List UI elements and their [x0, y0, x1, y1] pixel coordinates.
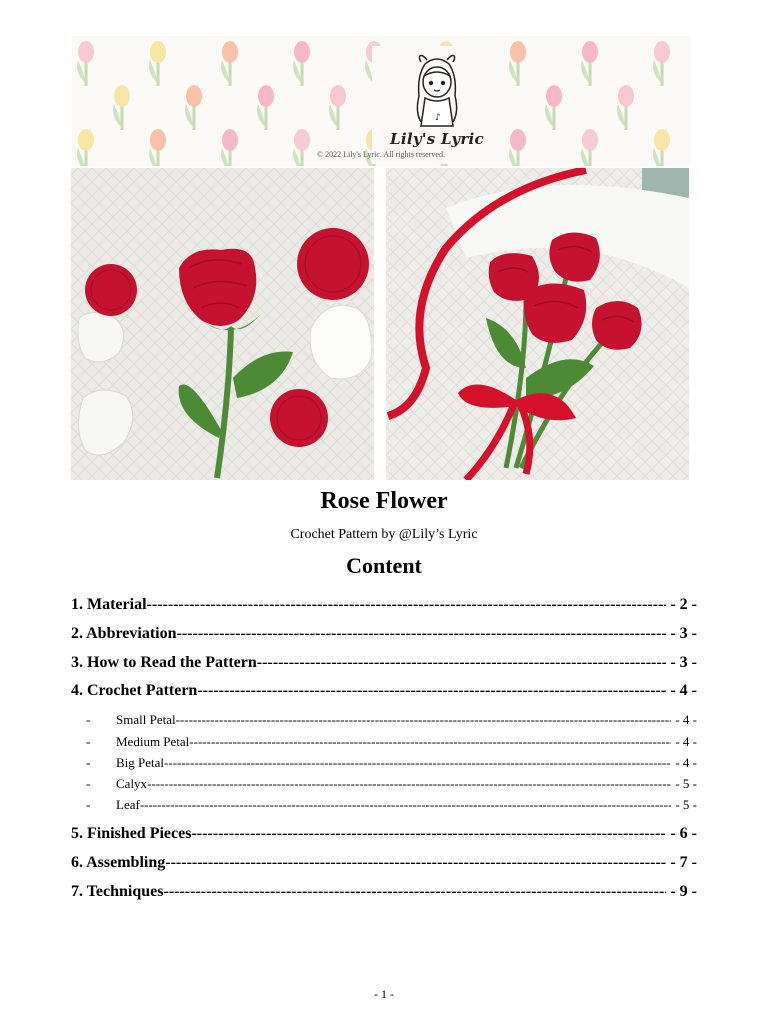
toc-bullet-dash: - [86, 776, 91, 791]
toc-entry-crochet-pattern[interactable] [71, 682, 697, 704]
toc-leader-dots [189, 734, 671, 750]
brand-logo [372, 46, 502, 164]
toc-subentry-calyx[interactable] [86, 776, 697, 794]
toc-page-number: - 6 - [670, 825, 697, 842]
tulip-decoration [149, 129, 166, 166]
tulip-decoration [509, 41, 526, 86]
toc-page-number: - 5 - [675, 797, 697, 812]
toc-subentry-big-petal[interactable] [86, 755, 697, 773]
tulip-decoration [329, 85, 346, 130]
toc-entry-label: Small Petal [116, 712, 176, 727]
tulip-decoration [77, 41, 94, 86]
toc-leader-dots [165, 854, 666, 872]
toc-entry-finished-pieces[interactable] [71, 825, 697, 847]
toc-entry-label: 1. Material [71, 596, 147, 613]
tulip-decoration [581, 41, 598, 86]
toc-entry-label: Big Petal [116, 755, 165, 770]
toc-page-number: - 4 - [675, 755, 697, 770]
toc-subentry-leaf[interactable] [86, 797, 697, 815]
tulip-decoration [113, 85, 130, 130]
toc-entry-label: Calyx [116, 776, 148, 791]
girl-mascot-icon [397, 46, 477, 128]
toc-entry-label: 6. Assembling [71, 854, 166, 871]
toc-page-number: - 3 - [670, 625, 697, 642]
toc-entry-abbreviation[interactable] [71, 625, 697, 647]
toc-leader-dots [197, 682, 666, 700]
document-subtitle: Crochet Pattern by @Lily’s Lyric [290, 527, 478, 542]
page-number-footer: - 1 - [374, 987, 394, 1001]
toc-bullet-dash: - [86, 797, 91, 812]
toc-leader-dots [176, 712, 672, 728]
header-banner [72, 36, 690, 166]
tulip-decoration [581, 129, 598, 166]
toc-entry-label: 4. Crochet Pattern [71, 682, 198, 699]
toc-page-number: - 4 - [675, 712, 697, 727]
tulip-decoration [545, 85, 562, 130]
toc-entry-label: 7. Techniques [71, 883, 164, 900]
toc-entry-assembling[interactable] [71, 854, 697, 876]
toc-entry-label: Leaf [116, 797, 140, 812]
toc-page-number: - 2 - [670, 596, 697, 613]
toc-page-number: - 5 - [675, 776, 697, 791]
toc-subentry-small-petal[interactable] [86, 712, 697, 730]
bouquet-photo-right [386, 168, 689, 480]
toc-leader-dots [140, 797, 672, 813]
toc-subentry-medium-petal[interactable] [86, 734, 697, 752]
toc-leader-dots [163, 883, 666, 901]
document-title: Rose Flower [320, 488, 448, 514]
toc-bullet-dash: - [86, 755, 91, 770]
toc-leader-dots [177, 625, 667, 643]
tulip-decoration [653, 129, 670, 166]
toc-leader-dots [147, 776, 671, 792]
tulip-decoration [221, 129, 238, 166]
toc-entry-label: 3. How to Read the Pattern [71, 654, 257, 671]
tulip-decoration [149, 41, 166, 86]
svg-text:♪: ♪ [435, 113, 441, 123]
toc-entry-material[interactable] [71, 596, 697, 618]
copyright-notice: © 2022 Lily's Lyric. All rights reserved. [317, 150, 445, 159]
toc-page-number: - 3 - [670, 654, 697, 671]
contents-heading: Content [346, 553, 422, 578]
rose-photo-left [71, 168, 374, 480]
toc-page-number: - 7 - [670, 854, 697, 871]
toc-leader-dots [147, 596, 667, 614]
tulip-decoration [293, 41, 310, 86]
tulip-decoration [617, 85, 634, 130]
toc-entry-label: 2. Abbreviation [71, 625, 177, 642]
tulip-decoration [77, 129, 94, 166]
toc-entry-techniques[interactable] [71, 883, 697, 905]
tulip-decoration [293, 129, 310, 166]
toc-page-number: - 4 - [675, 734, 697, 749]
tulip-decoration [257, 85, 274, 130]
toc-entry-label: Medium Petal [116, 734, 190, 749]
brand-name: Lily's Lyric [390, 130, 484, 148]
toc-bullet-dash: - [86, 712, 91, 727]
toc-page-number: - 4 - [670, 682, 697, 699]
toc-bullet-dash: - [86, 734, 91, 749]
toc-leader-dots [191, 825, 666, 843]
tulip-decoration [185, 85, 202, 130]
toc-page-number: - 9 - [670, 883, 697, 900]
toc-leader-dots [164, 755, 671, 771]
toc-entry-how-to-read[interactable] [71, 654, 697, 676]
tulip-decoration [509, 129, 526, 166]
tulip-decoration [653, 41, 670, 86]
toc-leader-dots [257, 654, 667, 672]
toc-entry-label: 5. Finished Pieces [71, 825, 192, 842]
tulip-decoration [221, 41, 238, 86]
